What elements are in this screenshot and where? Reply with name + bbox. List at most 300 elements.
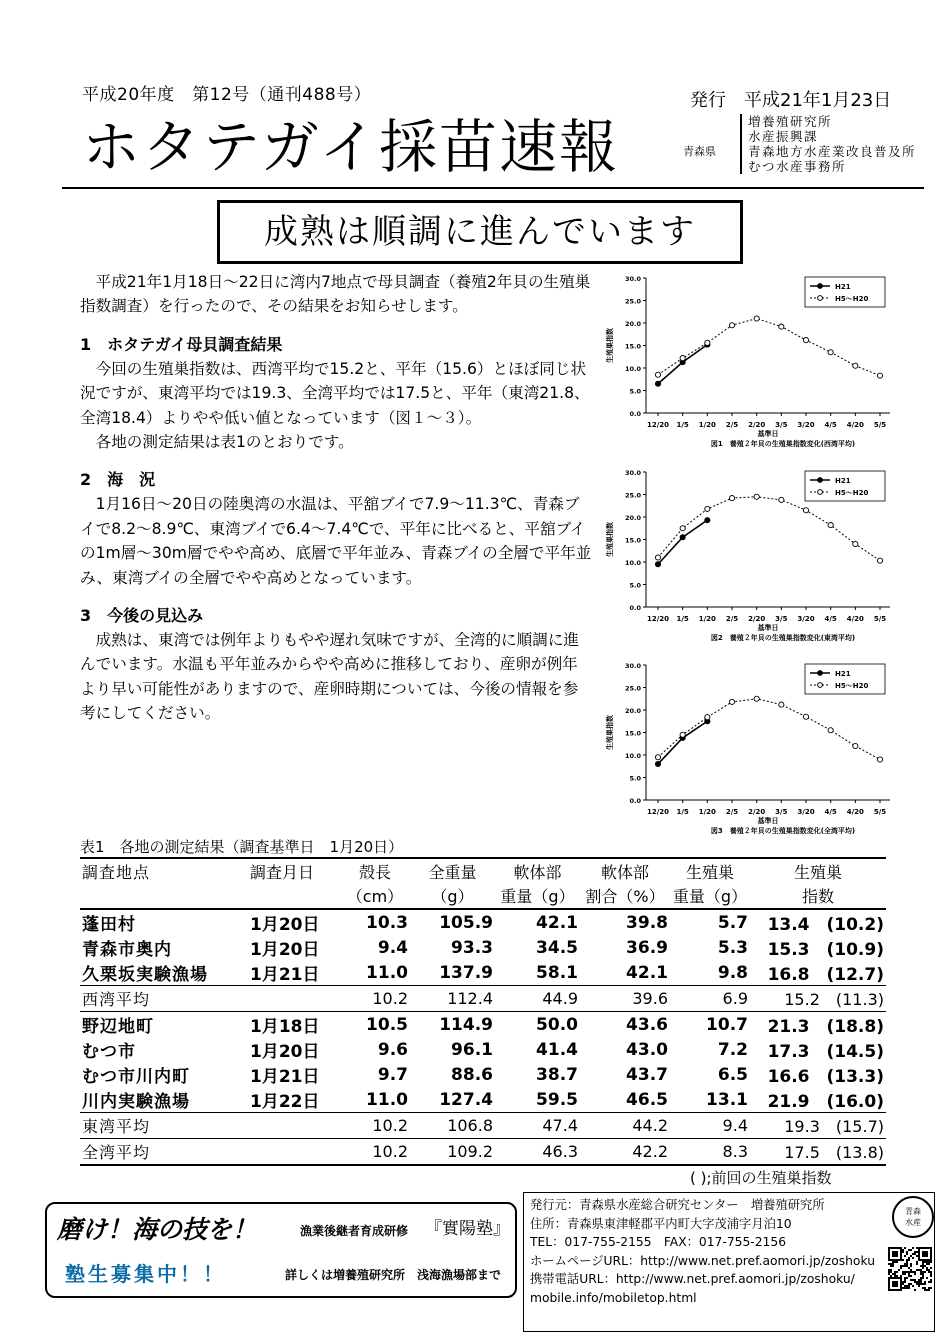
qr-module bbox=[894, 1285, 896, 1287]
qr-module bbox=[914, 1273, 916, 1275]
table-cell: 10.2 bbox=[340, 986, 410, 1012]
qr-module bbox=[930, 1261, 932, 1263]
y-tick-label: 30.0 bbox=[624, 275, 641, 283]
qr-module bbox=[908, 1257, 910, 1259]
qr-module bbox=[902, 1259, 904, 1261]
data-point bbox=[655, 372, 660, 377]
publish-date: 発行 平成21年1月23日 bbox=[690, 90, 892, 111]
qr-module bbox=[922, 1263, 924, 1265]
qr-module bbox=[924, 1259, 926, 1261]
qr-module bbox=[926, 1267, 928, 1269]
qr-module bbox=[890, 1277, 892, 1279]
table-cell: 43.0 bbox=[626, 1039, 668, 1060]
table-cell: 調査月日 bbox=[230, 858, 340, 883]
banner-slogan: 磨け！海の技を！ bbox=[57, 1215, 258, 1244]
qr-module bbox=[904, 1271, 906, 1273]
qr-module bbox=[892, 1283, 894, 1285]
table-cell: 久栗坂実験漁場 bbox=[82, 965, 208, 985]
qr-code-icon[interactable] bbox=[888, 1247, 932, 1291]
section-1-paragraph-2: 各地の測定結果は表1のとおりです。 bbox=[95, 433, 354, 452]
qr-module bbox=[888, 1251, 890, 1253]
qr-module bbox=[908, 1275, 910, 1277]
qr-module bbox=[900, 1267, 902, 1269]
data-point bbox=[655, 755, 660, 760]
data-point bbox=[877, 757, 882, 762]
x-tick-label: 4/20 bbox=[846, 421, 864, 429]
legend-label: H5～H20 bbox=[835, 295, 869, 303]
qr-module bbox=[928, 1261, 930, 1263]
qr-module bbox=[892, 1273, 894, 1275]
qr-module bbox=[888, 1249, 890, 1251]
qr-module bbox=[906, 1285, 908, 1287]
table-cell: 36.9 bbox=[626, 937, 668, 958]
qr-module bbox=[894, 1259, 896, 1261]
org-item: むつ水産事務所 bbox=[748, 159, 847, 174]
data-point bbox=[655, 562, 660, 567]
qr-module bbox=[922, 1259, 924, 1261]
qr-module bbox=[896, 1261, 898, 1263]
qr-module bbox=[926, 1289, 928, 1291]
qr-module bbox=[906, 1253, 908, 1255]
qr-module bbox=[924, 1251, 926, 1253]
table-row bbox=[80, 858, 886, 883]
page-title: ホタテガイ採苗速報 bbox=[82, 113, 620, 181]
table-cell: 39.6 bbox=[580, 986, 670, 1012]
chart-3-svg bbox=[598, 655, 898, 845]
qr-module bbox=[922, 1265, 924, 1267]
qr-module bbox=[906, 1251, 908, 1253]
qr-module bbox=[890, 1265, 892, 1267]
seal-text-2: 水産 bbox=[905, 1218, 921, 1227]
qr-module bbox=[910, 1283, 912, 1285]
org-item: 水産振興課 bbox=[748, 129, 819, 144]
x-tick-label: 3/5 bbox=[775, 808, 788, 816]
x-axis-label: 基準日 bbox=[757, 430, 779, 438]
table-row bbox=[80, 1139, 886, 1166]
qr-module bbox=[930, 1249, 932, 1251]
series-line bbox=[658, 497, 880, 561]
qr-module bbox=[930, 1247, 932, 1249]
table-cell: 109.2 bbox=[410, 1139, 495, 1166]
table-note: ( );前回の生殖巣指数 bbox=[690, 1169, 832, 1187]
table-cell: 43.6 bbox=[626, 1014, 668, 1035]
table-cell: 47.4 bbox=[495, 1113, 580, 1139]
qr-module bbox=[930, 1257, 932, 1259]
qr-module bbox=[922, 1277, 924, 1279]
qr-module bbox=[900, 1251, 902, 1253]
data-point bbox=[877, 558, 882, 563]
qr-module bbox=[910, 1279, 912, 1281]
mobile-link-cont[interactable]: mobile.info/mobiletop.html bbox=[530, 1290, 697, 1305]
table-cell: 1月20日 bbox=[250, 915, 320, 935]
mobile-link[interactable]: 携帯電話URL：http://www.net.pref.aomori.jp/zoshoku/ bbox=[530, 1272, 855, 1286]
data-point bbox=[729, 323, 734, 328]
qr-module bbox=[892, 1251, 894, 1253]
qr-module bbox=[894, 1247, 896, 1249]
qr-module bbox=[914, 1253, 916, 1255]
qr-module bbox=[898, 1277, 900, 1279]
y-tick-label: 0.0 bbox=[629, 604, 641, 612]
qr-module bbox=[926, 1277, 928, 1279]
table-cell: 10.7 bbox=[706, 1014, 748, 1035]
qr-module bbox=[906, 1261, 908, 1263]
table-cell: 16.8 (12.7) bbox=[767, 965, 884, 985]
table-caption: 表1 各地の測定結果（調査基準日 1月20日） bbox=[80, 838, 404, 856]
qr-module bbox=[930, 1259, 932, 1261]
qr-module bbox=[902, 1251, 904, 1253]
qr-module bbox=[898, 1247, 900, 1249]
qr-module bbox=[918, 1279, 920, 1281]
qr-module bbox=[892, 1277, 894, 1279]
chart-1-svg bbox=[598, 268, 898, 458]
data-point bbox=[828, 523, 833, 528]
table-cell: 全重量 bbox=[410, 858, 495, 883]
qr-module bbox=[926, 1269, 928, 1271]
qr-module bbox=[890, 1289, 892, 1291]
y-tick-label: 10.0 bbox=[624, 752, 641, 760]
organization-list bbox=[740, 114, 916, 174]
table-cell: 15.3 (10.9) bbox=[767, 940, 884, 960]
qr-module bbox=[888, 1259, 890, 1261]
qr-module bbox=[888, 1283, 890, 1285]
qr-module bbox=[904, 1277, 906, 1279]
legend-label: H21 bbox=[835, 477, 851, 485]
qr-module bbox=[890, 1271, 892, 1273]
qr-module bbox=[924, 1261, 926, 1263]
table-cell: 殻長 bbox=[340, 858, 410, 883]
qr-module bbox=[922, 1253, 924, 1255]
qr-module bbox=[906, 1287, 908, 1289]
y-tick-label: 0.0 bbox=[629, 797, 641, 805]
qr-module bbox=[914, 1289, 916, 1291]
table-cell: 9.6 bbox=[377, 1039, 408, 1060]
table-cell: 93.3 bbox=[451, 937, 493, 958]
qr-module bbox=[888, 1255, 890, 1257]
legend-label: H21 bbox=[835, 283, 851, 291]
qr-module bbox=[924, 1289, 926, 1291]
qr-module bbox=[904, 1263, 906, 1265]
qr-module bbox=[920, 1273, 922, 1275]
qr-module bbox=[920, 1279, 922, 1281]
headline-box: 成熟は順調に進んでいます bbox=[217, 200, 743, 264]
qr-module bbox=[924, 1247, 926, 1249]
qr-module bbox=[894, 1261, 896, 1263]
qr-module bbox=[918, 1281, 920, 1283]
y-tick-label: 5.0 bbox=[629, 581, 641, 590]
qr-module bbox=[904, 1279, 906, 1281]
qr-module bbox=[900, 1253, 902, 1255]
qr-module bbox=[926, 1253, 928, 1255]
chart-2 bbox=[598, 462, 898, 656]
table-cell: 50.0 bbox=[536, 1014, 578, 1035]
contact-line: 発行元：青森県水産総合研究センター 増養殖研究所 bbox=[530, 1198, 825, 1212]
qr-module bbox=[896, 1251, 898, 1253]
qr-module bbox=[888, 1285, 890, 1287]
table-row bbox=[80, 986, 886, 1012]
table-cell: 42.1 bbox=[536, 912, 578, 933]
table-cell: 川内実験漁場 bbox=[82, 1092, 190, 1112]
qr-module bbox=[908, 1259, 910, 1261]
table-row bbox=[80, 935, 886, 960]
x-tick-label: 3/20 bbox=[797, 615, 815, 623]
table-cell: 46.3 bbox=[495, 1139, 580, 1166]
qr-module bbox=[916, 1261, 918, 1263]
qr-module bbox=[928, 1287, 930, 1289]
qr-module bbox=[892, 1253, 894, 1255]
data-point bbox=[803, 338, 808, 343]
x-tick-label: 2/20 bbox=[748, 808, 766, 816]
section-1-title: 1 ホタテガイ母貝調査結果 bbox=[80, 334, 283, 354]
table-cell: 46.5 bbox=[626, 1089, 668, 1110]
qr-module bbox=[916, 1247, 918, 1249]
qr-module bbox=[888, 1281, 890, 1283]
qr-module bbox=[920, 1265, 922, 1267]
qr-module bbox=[904, 1273, 906, 1275]
data-point bbox=[754, 494, 759, 499]
table-cell: 88.6 bbox=[451, 1064, 493, 1085]
table-cell: 7.2 bbox=[717, 1039, 748, 1060]
data-point bbox=[705, 715, 710, 720]
section-3-paragraph: 成熟は、東湾では例年よりもやや遅れ気味ですが、全湾的に順調に進んでいます。水温も平年並みからやや高めに推移しており、産卵が例年より早い可能性がありますので、産卵時期については、今後の情報を参考にしてください。 bbox=[80, 631, 580, 723]
qr-module bbox=[910, 1271, 912, 1273]
table-cell: 軟体部 bbox=[495, 858, 580, 883]
x-tick-label: 4/20 bbox=[846, 615, 864, 623]
data-point bbox=[754, 316, 759, 321]
qr-module bbox=[890, 1259, 892, 1261]
table-cell: 1月18日 bbox=[250, 1017, 320, 1037]
y-tick-label: 5.0 bbox=[629, 387, 641, 396]
y-axis-label: 生殖巣指数 bbox=[606, 715, 614, 750]
table-cell: （cm） bbox=[340, 883, 410, 909]
qr-module bbox=[918, 1257, 920, 1259]
qr-module bbox=[910, 1269, 912, 1271]
table-cell: 114.9 bbox=[439, 1014, 493, 1035]
qr-module bbox=[928, 1289, 930, 1291]
table-cell: 19.3 (15.7) bbox=[750, 1113, 886, 1139]
data-point bbox=[729, 496, 734, 501]
qr-module bbox=[928, 1269, 930, 1271]
org-item: 青森地方水産業改良普及所 bbox=[748, 144, 917, 159]
intro-paragraph: 平成21年1月18日～22日に湾内7地点で母貝調査（養殖2年貝の生殖巣指数調査）を行ったので、その結果をお知らせします。 bbox=[80, 273, 591, 316]
qr-module bbox=[920, 1281, 922, 1283]
qr-module bbox=[930, 1251, 932, 1253]
qr-module bbox=[906, 1277, 908, 1279]
qr-module bbox=[894, 1281, 896, 1283]
qr-module bbox=[890, 1269, 892, 1271]
contact-line: 住所：青森県東津軽郡平内町大字茂浦字月泊10 bbox=[530, 1216, 792, 1231]
homepage-link[interactable]: ホームページURL：http://www.net.pref.aomori.jp/zoshoku bbox=[530, 1253, 875, 1268]
chart-2-svg bbox=[598, 462, 898, 652]
table-cell: 42.1 bbox=[626, 962, 668, 983]
qr-module bbox=[888, 1279, 890, 1281]
table-cell: 13.4 (10.2) bbox=[767, 915, 884, 935]
x-tick-label: 2/5 bbox=[725, 615, 739, 623]
qr-module bbox=[900, 1279, 902, 1281]
table-cell: 17.5 (13.8) bbox=[750, 1139, 886, 1166]
y-tick-label: 20.0 bbox=[624, 707, 641, 715]
table-cell: 調査地点 bbox=[80, 858, 230, 883]
qr-module bbox=[922, 1283, 924, 1285]
issue-number: 平成20年度 第12号（通刊488号） bbox=[82, 85, 372, 105]
table-cell: 112.4 bbox=[410, 986, 495, 1012]
y-tick-label: 25.0 bbox=[624, 684, 641, 693]
qr-module bbox=[896, 1271, 898, 1273]
qr-module bbox=[922, 1261, 924, 1263]
x-tick-label: 2/5 bbox=[725, 421, 739, 429]
qr-module bbox=[890, 1263, 892, 1265]
contact-box bbox=[523, 1192, 935, 1332]
table-cell: 43.7 bbox=[626, 1064, 668, 1085]
qr-module bbox=[928, 1259, 930, 1261]
table-cell: 13.1 bbox=[706, 1089, 748, 1110]
qr-module bbox=[900, 1247, 902, 1249]
table-cell: 生殖巣 bbox=[670, 858, 750, 883]
org-item: 増養殖研究所 bbox=[748, 114, 833, 129]
table-cell: 割合（%） bbox=[580, 883, 670, 909]
qr-module bbox=[890, 1247, 892, 1249]
qr-module bbox=[914, 1281, 916, 1283]
qr-module bbox=[916, 1283, 918, 1285]
chart-caption: 図3 養殖２年貝の生殖巣指数変化(全湾平均) bbox=[710, 827, 856, 835]
qr-module bbox=[914, 1251, 916, 1253]
table-cell: 10.5 bbox=[366, 1014, 408, 1035]
qr-module bbox=[902, 1283, 904, 1285]
y-tick-label: 10.0 bbox=[624, 559, 641, 567]
qr-module bbox=[900, 1289, 902, 1291]
qr-module bbox=[896, 1277, 898, 1279]
qr-module bbox=[894, 1251, 896, 1253]
table-cell: 西湾平均 bbox=[80, 986, 230, 1012]
table-cell: 9.8 bbox=[717, 962, 748, 983]
qr-module bbox=[900, 1275, 902, 1277]
qr-module bbox=[912, 1279, 914, 1281]
qr-module bbox=[910, 1265, 912, 1267]
qr-module bbox=[918, 1247, 920, 1249]
qr-module bbox=[904, 1265, 906, 1267]
chart-caption: 図2 養殖２年貝の生殖巣指数変化(東湾平均) bbox=[710, 634, 856, 642]
y-tick-label: 25.0 bbox=[624, 491, 641, 500]
qr-module bbox=[900, 1277, 902, 1279]
table-cell bbox=[230, 986, 340, 1012]
data-point bbox=[853, 541, 858, 546]
qr-module bbox=[896, 1283, 898, 1285]
qr-module bbox=[918, 1259, 920, 1261]
table-cell: 全湾平均 bbox=[80, 1139, 230, 1166]
table-row bbox=[80, 960, 886, 986]
qr-module bbox=[904, 1285, 906, 1287]
x-tick-label: 4/5 bbox=[824, 808, 837, 816]
y-axis-label: 生殖巣指数 bbox=[606, 328, 614, 363]
x-tick-label: 3/20 bbox=[797, 808, 815, 816]
data-point bbox=[853, 363, 858, 368]
banner-training: 漁業後継者育成研修 bbox=[300, 1224, 409, 1238]
qr-module bbox=[908, 1267, 910, 1269]
qr-module bbox=[906, 1263, 908, 1265]
qr-module bbox=[900, 1265, 902, 1267]
table-cell: 16.6 (13.3) bbox=[767, 1067, 884, 1087]
header-divider bbox=[62, 187, 924, 189]
table-cell: 蓬田村 bbox=[82, 915, 136, 935]
table-cell: 137.9 bbox=[439, 962, 493, 983]
qr-module bbox=[900, 1259, 902, 1261]
x-tick-label: 2/5 bbox=[725, 808, 739, 816]
table-cell: 9.4 bbox=[670, 1113, 750, 1139]
qr-module bbox=[906, 1259, 908, 1261]
series-line bbox=[658, 721, 707, 764]
qr-module bbox=[918, 1251, 920, 1253]
table-cell: 9.4 bbox=[377, 937, 408, 958]
table-cell: 6.5 bbox=[717, 1064, 748, 1085]
table-cell: 44.9 bbox=[495, 986, 580, 1012]
qr-module bbox=[904, 1287, 906, 1289]
qr-module bbox=[898, 1269, 900, 1271]
qr-module bbox=[894, 1283, 896, 1285]
section-2-title: 2 海 況 bbox=[80, 470, 156, 490]
qr-module bbox=[888, 1289, 890, 1291]
qr-module bbox=[904, 1281, 906, 1283]
x-tick-label: 5/5 bbox=[873, 421, 887, 429]
x-tick-label: 4/20 bbox=[846, 808, 864, 816]
qr-module bbox=[900, 1281, 902, 1283]
x-tick-label: 2/20 bbox=[748, 421, 766, 429]
table-cell: 1月21日 bbox=[250, 1067, 320, 1087]
data-point bbox=[779, 702, 784, 707]
qr-module bbox=[924, 1271, 926, 1273]
table-cell: 96.1 bbox=[451, 1039, 493, 1060]
qr-module bbox=[894, 1273, 896, 1275]
table-row bbox=[80, 1062, 886, 1087]
qr-module bbox=[916, 1281, 918, 1283]
qr-module bbox=[916, 1263, 918, 1265]
qr-module bbox=[892, 1261, 894, 1263]
seal-logo bbox=[892, 1196, 934, 1238]
table-cell: 6.9 bbox=[670, 986, 750, 1012]
table-cell: 10.2 bbox=[340, 1139, 410, 1166]
qr-module bbox=[892, 1255, 894, 1257]
qr-module bbox=[928, 1247, 930, 1249]
table-cell: 59.5 bbox=[536, 1089, 578, 1110]
qr-module bbox=[916, 1255, 918, 1257]
qr-module bbox=[926, 1263, 928, 1265]
table-row bbox=[80, 1087, 886, 1113]
table-cell: 10.3 bbox=[366, 912, 408, 933]
x-axis-label: 基準日 bbox=[757, 817, 779, 825]
qr-module bbox=[888, 1277, 890, 1279]
qr-module bbox=[914, 1271, 916, 1273]
table-row bbox=[80, 1037, 886, 1062]
table-row bbox=[80, 1113, 886, 1139]
qr-module bbox=[896, 1259, 898, 1261]
data-point bbox=[779, 324, 784, 329]
qr-module bbox=[924, 1265, 926, 1267]
table-cell: 41.4 bbox=[536, 1039, 578, 1060]
data-point bbox=[680, 356, 685, 361]
qr-module bbox=[888, 1273, 890, 1275]
table-cell: 指数 bbox=[750, 883, 886, 909]
qr-module bbox=[928, 1271, 930, 1273]
data-point bbox=[705, 506, 710, 511]
qr-module bbox=[922, 1255, 924, 1257]
qr-module bbox=[910, 1255, 912, 1257]
table-cell bbox=[230, 1113, 340, 1139]
qr-module bbox=[930, 1287, 932, 1289]
qr-module bbox=[918, 1255, 920, 1257]
qr-module bbox=[888, 1287, 890, 1289]
table-cell: 106.8 bbox=[410, 1113, 495, 1139]
qr-module bbox=[894, 1275, 896, 1277]
qr-module bbox=[896, 1247, 898, 1249]
table-cell: 44.2 bbox=[580, 1113, 670, 1139]
